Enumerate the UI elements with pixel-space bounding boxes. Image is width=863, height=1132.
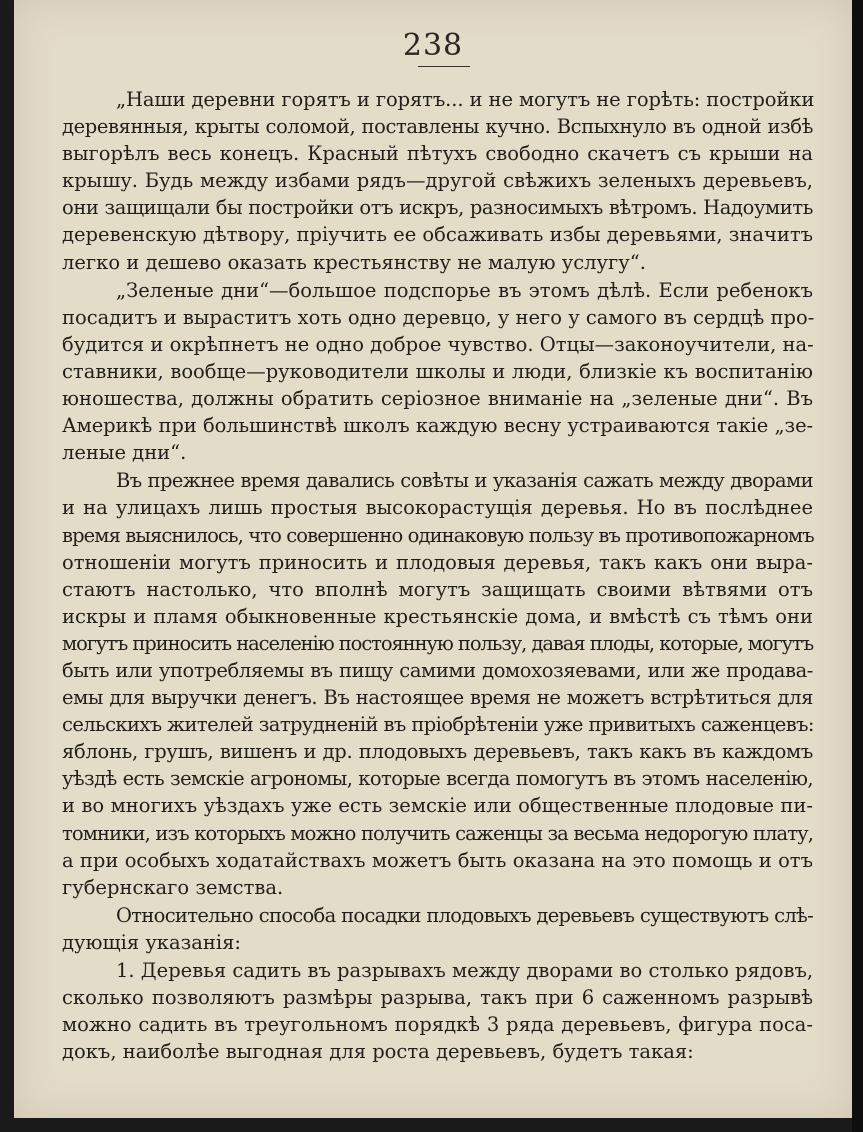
paragraph	[62, 902, 813, 956]
page-number-rule	[418, 66, 470, 67]
text-line: а при особыхъ ходатайствахъ можетъ быть оказана на это помощь и отъ	[62, 848, 813, 872]
book-page	[14, 0, 852, 1118]
text-line: докъ, наиболѣе выгодная для роста деревьевъ, будетъ такая:	[62, 1040, 694, 1064]
book-spine-shadow	[852, 0, 863, 1132]
text-line: искры и пламя обыкновенные крестьянскіе дома, и вмѣстѣ съ тѣмъ они	[62, 604, 813, 628]
text-line: выгорѣлъ весь конецъ. Красный пѣтухъ свободно скачетъ съ крыши на	[62, 142, 813, 166]
page-number: 238	[402, 28, 464, 63]
text-line: томники, изъ которыхъ можно получить саженцы за весьма недорогую плату,	[62, 821, 813, 845]
text-line: быть или употребляемы въ пищу самими домохозяевами, или же продава-	[62, 658, 813, 682]
text-line: яблонь, грушъ, вишенъ и др. плодовыхъ деревьевъ, такъ какъ въ каждомъ	[62, 740, 813, 764]
text-line: и на улицахъ лишь простыя высокорастущія деревья. Но въ послѣднее	[62, 496, 813, 520]
text-line: можно садить въ треугольномъ порядкѣ 3 ряда деревьевъ, фигура поса-	[62, 1013, 813, 1037]
text-line: сельскихъ жителей затрудненій въ пріобрѣтеніи уже привитыхъ саженцевъ:	[62, 713, 814, 737]
body-text	[62, 86, 813, 1065]
paragraph	[62, 86, 813, 276]
text-line: Америкѣ при большинствѣ школъ каждую весну устраиваются такіе „зе-	[62, 414, 813, 438]
paragraph	[62, 277, 813, 467]
text-line: посадитъ и выраститъ хоть одно деревцо, у него у самого въ сердцѣ про-	[62, 305, 815, 329]
text-line: ставники, вообще—руководители школы и люди, близкіе къ воспитанію	[62, 359, 813, 383]
text-line: леные дни“.	[62, 441, 187, 465]
text-line: „Наши деревни горятъ и горятъ... и не могутъ не горѣть: постройки	[116, 88, 815, 111]
text-line: Въ прежнее время давались совѣты и указанія сажать между дворами	[116, 469, 813, 493]
text-line: стаютъ настолько, что вполнѣ могутъ защищать своими вѣтвями отъ	[62, 577, 813, 601]
text-line: крышу. Будь между избами рядъ—другой свѣжихъ зеленыхъ деревьевъ,	[62, 169, 813, 193]
text-line: время выяснилось, что совершенно одинаковую пользу въ противопожарномъ	[62, 523, 814, 547]
text-line: уѣздѣ есть земскіе агрономы, которые всегда помогутъ въ этомъ населенію,	[62, 767, 813, 791]
text-line: 1. Деревья садить въ разрывахъ между дворами во столько рядовъ,	[116, 959, 814, 982]
text-line: и во многихъ уѣздахъ уже есть земскіе или общественные плодовые пи-	[62, 794, 813, 818]
paragraph	[62, 957, 813, 1065]
text-line: дующія указанія:	[62, 930, 241, 954]
text-line: „Зеленые дни“—большое подспорье въ этомъ дѣлѣ. Если ребенокъ	[116, 278, 813, 302]
text-line: легко и дешево оказать крестьянству не малую услугу“.	[62, 250, 646, 274]
text-line: сколько позволяютъ размѣры разрыва, такъ при 6 саженномъ разрывѣ	[62, 986, 813, 1010]
paragraph	[62, 467, 813, 901]
text-line: Относительно способа посадки плодовыхъ деревьевъ существуютъ слѣ-	[116, 903, 813, 927]
text-line: юношества, должны обратить серіозное вниманіе на „зеленые дни“. Въ	[62, 387, 813, 411]
text-line: деревянныя, крыты соломой, поставлены кучно. Вспыхнуло въ одной избѣ	[62, 115, 813, 139]
text-line: деревенскую дѣтвору, пріучить ее обсаживать избы деревьями, значитъ	[62, 223, 814, 247]
text-line: емы для выручки денегъ. Въ настоящее время не можетъ встрѣтиться для	[62, 686, 813, 710]
text-line: могутъ приносить населенію постоянную пользу, давая плоды, которые, могутъ	[62, 631, 813, 655]
text-line: отношеніи могутъ приносить и плодовыя деревья, такъ какъ они выра-	[62, 550, 813, 574]
text-line: губернскаго земства.	[62, 875, 284, 899]
text-line: будится и окрѣпнетъ не одно доброе чувство. Отцы—законоучители, на-	[62, 332, 814, 356]
text-line: они защищали бы постройки отъ искръ, разносимыхъ вѣтромъ. Надоумить	[62, 196, 813, 220]
